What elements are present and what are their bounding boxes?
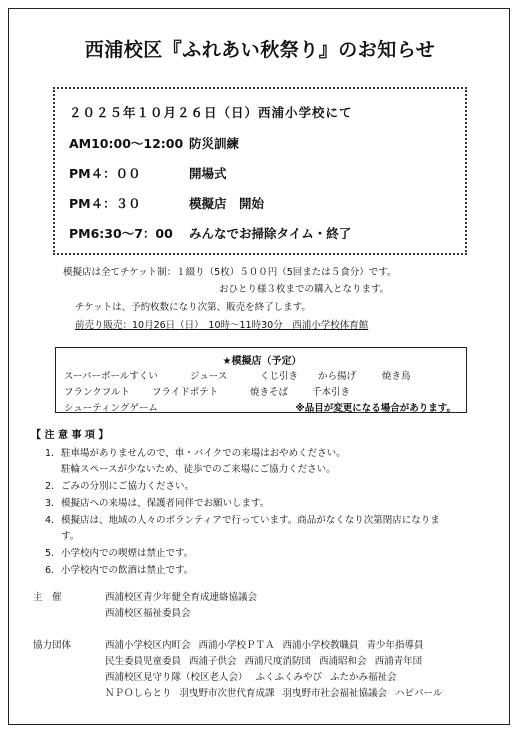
notes-header: 【 注 意 事 項 】 bbox=[31, 430, 109, 441]
cooperator-name: 民生委員児童委員 bbox=[105, 656, 182, 667]
cooperator-name: 西浦昭和会 bbox=[319, 656, 367, 667]
schedule-time: PM４：３０ bbox=[69, 196, 141, 211]
ticket-info: 模擬店は全てチケット制：１綴り（5枚）５００円（5回または５食分）です。 bbox=[63, 267, 397, 278]
schedule-time: AM10:00～12:00 bbox=[69, 136, 184, 151]
schedule-event: 模擬店 開始 bbox=[189, 196, 265, 211]
stall-item: 焼きそば bbox=[250, 387, 289, 398]
cooperator-name: ハピパール bbox=[395, 688, 443, 699]
cooperator-row bbox=[105, 637, 432, 651]
schedule-row bbox=[69, 194, 264, 212]
stall-item: 千本引き bbox=[312, 387, 351, 398]
note-item bbox=[45, 478, 194, 492]
organizer-name: 西浦校区青少年健全育成連絡協議会 bbox=[105, 592, 258, 603]
note-text: 駐輪スペースが少ないため、徒歩でのご来場にご協力ください。 bbox=[61, 464, 336, 475]
ticket-limit: おひとり様３枚までの購入となります。 bbox=[219, 284, 390, 295]
organizer-label: 主 催 bbox=[33, 592, 62, 603]
cooperator-name: 西浦小学校区内町会 bbox=[105, 640, 191, 651]
stall-item: 焼き鳥 bbox=[382, 371, 411, 382]
stalls-box bbox=[55, 347, 467, 413]
cooperator-row bbox=[105, 685, 450, 699]
organizer-name: 西浦校区福祉委員会 bbox=[105, 608, 191, 619]
stall-item: スーパーボールすくい bbox=[64, 371, 158, 382]
schedule-time: PM４：００ bbox=[69, 166, 141, 181]
cooperator-name: 西浦校区見守り隊（校区老人会） bbox=[105, 672, 248, 683]
ticket-sellout: チケットは、予約枚数になり次第、販売を終了します。 bbox=[75, 302, 311, 313]
note-item bbox=[45, 445, 346, 459]
cooperator-name: ＮＰＯしらとり bbox=[105, 688, 172, 699]
note-number: 5. bbox=[45, 548, 55, 559]
stall-item: シューティングゲーム bbox=[64, 403, 158, 414]
cooperator-name: 羽曳野市社会福祉協議会 bbox=[282, 688, 388, 699]
stall-row bbox=[64, 368, 411, 382]
presale-info: 前売り販売：10月26日（日） 10時～11時30分 西浦小学校体育館 bbox=[75, 320, 369, 331]
note-item bbox=[45, 495, 269, 509]
schedule-event: みんなでお掃除タイム・終了 bbox=[189, 226, 352, 241]
stall-item: フランクフルト bbox=[64, 387, 130, 398]
cooperator-name: 西浦子供会 bbox=[189, 656, 237, 667]
note-number: 1. bbox=[45, 448, 55, 459]
note-number: 3. bbox=[45, 498, 55, 509]
cooperator-name: ふたかみ福祉会 bbox=[330, 672, 397, 683]
cooperator-row bbox=[105, 669, 405, 683]
cooperator-name: ふくふくみやび bbox=[255, 672, 323, 683]
stalls-warning: ※品目が変更になる場合があります。 bbox=[295, 403, 456, 414]
note-text: ごみの分別にご協力ください。 bbox=[61, 481, 195, 492]
note-text: 小学校内での飲酒は禁止です。 bbox=[61, 565, 194, 576]
note-text: 駐車場がありませんので、車・バイクでの来場はおやめください。 bbox=[61, 448, 346, 459]
schedule-row bbox=[69, 134, 239, 152]
schedule-event: 防災訓練 bbox=[189, 136, 240, 151]
schedule-row bbox=[69, 164, 227, 182]
stall-row bbox=[64, 400, 158, 414]
note-number: 6. bbox=[45, 565, 55, 576]
note-item bbox=[61, 461, 336, 475]
cooperators-label: 協力団体 bbox=[33, 640, 72, 651]
flyer-page bbox=[8, 8, 510, 725]
stall-row bbox=[64, 384, 350, 398]
note-item bbox=[45, 562, 193, 576]
stall-item: から揚げ bbox=[318, 371, 357, 382]
stall-item: くじ引き bbox=[260, 371, 299, 382]
cooperator-name: 羽曳野市次世代育成課 bbox=[179, 688, 275, 699]
schedule-row bbox=[69, 224, 351, 242]
note-item bbox=[45, 545, 193, 559]
note-text: 小学校内での喫煙は禁止です。 bbox=[61, 548, 194, 559]
schedule-box bbox=[53, 87, 467, 255]
note-text: 模擬店への来場は、保護者同伴でお願いします。 bbox=[61, 498, 270, 509]
schedule-time: PM6:30～7：00 bbox=[69, 226, 173, 241]
note-text: す。 bbox=[61, 531, 80, 542]
note-number: 4. bbox=[45, 515, 55, 526]
stall-item: ジュース bbox=[190, 371, 228, 382]
cooperator-name: 西浦小学校ＰＴＡ bbox=[198, 640, 275, 651]
cooperator-name: 青少年指導員 bbox=[366, 640, 424, 651]
schedule-event: 開場式 bbox=[189, 166, 227, 181]
cooperator-name: 西浦尺度消防団 bbox=[244, 656, 312, 667]
page-title: 西浦校区『ふれあい秋祭り』のお知らせ bbox=[84, 39, 436, 61]
note-text: 模擬店は、地域の人々のボランティアで行っています。商品がなくなり次第閉店になりま bbox=[61, 515, 440, 526]
schedule-date: ２０２５年１０月２６日（日）西浦小学校にて bbox=[69, 105, 353, 120]
cooperator-name: 西浦小学校教職員 bbox=[282, 640, 359, 651]
stall-item: フライドポテト bbox=[152, 387, 219, 398]
note-number: 2. bbox=[45, 481, 55, 492]
stalls-header: ★模擬店（予定） bbox=[222, 356, 302, 367]
note-item bbox=[45, 512, 440, 526]
cooperator-name: 西浦青年団 bbox=[374, 656, 423, 667]
cooperator-row bbox=[105, 653, 430, 667]
note-item bbox=[61, 528, 79, 542]
